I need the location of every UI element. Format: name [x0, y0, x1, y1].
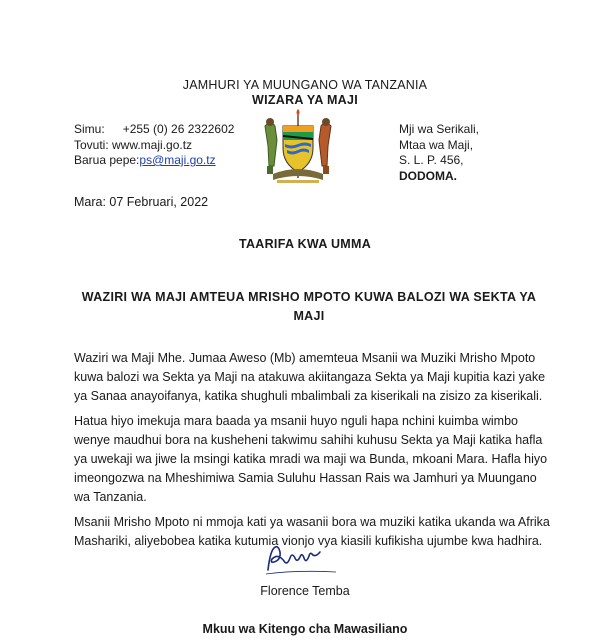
contact-block-right: [399, 122, 479, 184]
signatory-title: Mkuu wa Kitengo cha Mawasiliano: [202, 622, 408, 636]
phone-number: +255 (0) 26 2322602: [122, 122, 235, 136]
contact-block-left: [74, 122, 234, 169]
address-line-2: Mtaa wa Maji,: [399, 137, 474, 152]
paragraph: Waziri wa Maji Mhe. Jumaa Aweso (Mb) amemteua Msanii wa Muziki Mrisho Mpoto kuwa balozi wa Sekta ya Maji na atakuwa akiitangaza Sekta ya Maji kupitia kazi yake ya Sanaa anayoifanya, katika shughuli mbalimbali za kiserikali na zisizo za kiserikali.: [74, 351, 546, 403]
phone-row: [74, 122, 234, 138]
signatory-name: Florence Temba: [260, 584, 350, 598]
paragraph: Hatua hiyo imekuja mara baada ya msanii huyo nguli hapa nchini kuimba wimbo wenye maudhui bora na kusheheni takwimu sahihi kuhusu Sekta ya Maji katika hafla ya uwekaji wa jiwe la msingi katika mradi wa maji wa Bunda, mkoani Mara. Hafla hiyo imeongozwa na Mheshimiwa Samia Suluhu Hassan Rais wa Jamhuri ya Muungano wa Tanzania.: [74, 414, 548, 504]
issue-date: Mara: 07 Februari, 2022: [74, 195, 209, 209]
email-row: [74, 153, 234, 169]
address-line-3: S. L. P. 456,: [399, 153, 464, 167]
paragraph: Msanii Mrisho Mpoto ni mmoja kati ya wasanii bora wa muziki katika ukanda wa Afrika Mashariki, aliyebobea katika kutumia vionjo vya kiasili kufikisha ujumbe kwa hadhira.: [74, 515, 550, 549]
signature-image: [262, 540, 342, 580]
coat-of-arms-icon: [253, 108, 343, 188]
website-row: Tovuti: www.maji.go.tz: [74, 137, 193, 152]
email-link[interactable]: ps@maji.go.tz: [139, 153, 216, 167]
address-city: DODOMA.: [399, 168, 457, 183]
email-label: Barua pepe:: [74, 153, 140, 167]
address-line-1: Mji wa Serikali,: [399, 122, 480, 136]
body-text: [74, 349, 552, 558]
phone-label: Simu:: [74, 122, 105, 136]
headline: WAZIRI WA MAJI AMTEUA MRISHO MPOTO KUWA BALOZI WA SEKTA YA MAJI: [81, 290, 537, 323]
country-name: JAMHURI YA MUUNGANO WA TANZANIA: [182, 78, 428, 92]
notice-title: TAARIFA KWA UMMA: [238, 237, 372, 251]
ministry-name: WIZARA YA MAJI: [251, 93, 359, 107]
